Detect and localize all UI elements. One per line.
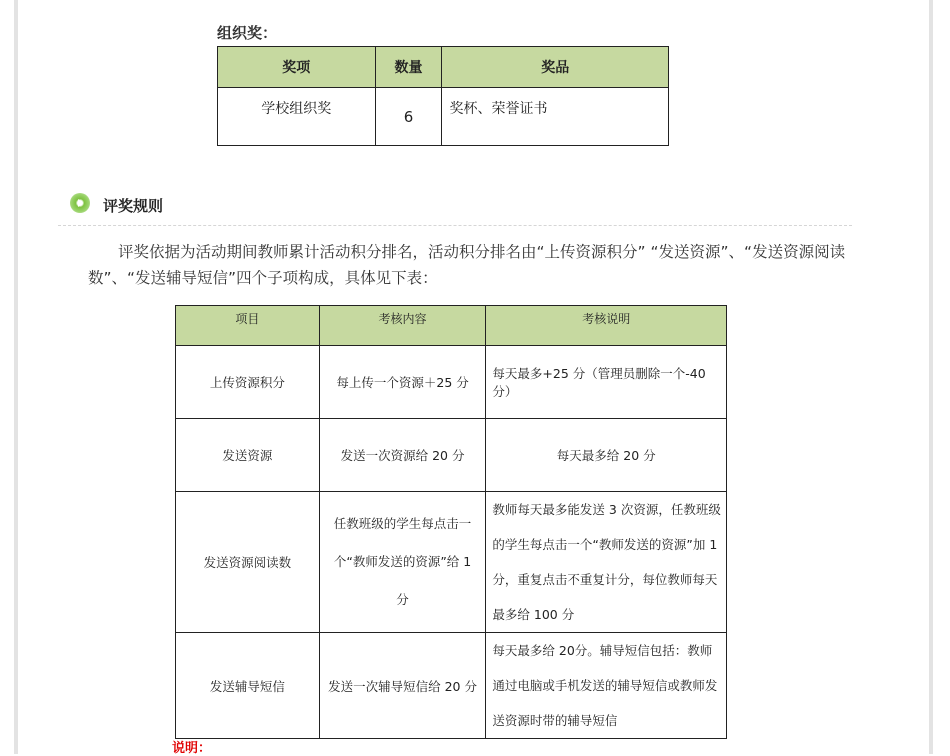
table-row [176, 346, 727, 419]
cell-content: 每上传一个资源＋25 分 [319, 346, 486, 419]
cell-description: 每天最多给 20 分 [486, 419, 727, 492]
section-divider [58, 225, 852, 226]
page-frame-right [929, 0, 933, 754]
header-item: 项目 [176, 306, 320, 346]
cell-description: 教师每天最多能发送 3 次资源，任教班级的学生每点击一个“教师发送的资源”加 1 分，重复点击不重复计分，每位教师每天最多给 100 分 [486, 492, 727, 633]
rules-paragraph [88, 239, 878, 291]
table-header-row [176, 306, 727, 346]
header-prize: 奖品 [442, 47, 669, 88]
cell-award-name: 学校组织奖 [218, 88, 376, 146]
cell-item: 发送资源 [176, 419, 320, 492]
header-award-item: 奖项 [218, 47, 376, 88]
table-row [176, 419, 727, 492]
cell-item: 发送资源阅读数 [176, 492, 320, 633]
rules-paragraph-text: 评奖依据为活动期间教师累计活动积分排名，活动积分排名由“上传资源积分” “发送资源”、“发送资源阅读数”、“发送辅导短信”四个子项构成，具体见下表： [88, 243, 846, 287]
page-frame-left [14, 0, 18, 754]
cell-award-prize: 奖杯、荣誉证书 [442, 88, 669, 146]
org-award-label: 组织奖： [217, 24, 278, 42]
section-bullet-icon [70, 193, 90, 213]
header-description: 考核说明 [486, 306, 727, 346]
cell-award-count: 6 [375, 88, 442, 146]
cell-content: 发送一次资源给 20 分 [319, 419, 486, 492]
note-label: 说明： [172, 741, 212, 756]
table-header-row [218, 47, 669, 88]
cell-description: 每天最多+25 分（管理员删除一个-40 分） [486, 346, 727, 419]
score-table [175, 305, 727, 739]
header-quantity: 数量 [375, 47, 442, 88]
cell-content: 发送一次辅导短信给 20 分 [319, 633, 486, 739]
cell-description: 每天最多给 20分。辅导短信包括：教师通过电脑或手机发送的辅导短信或教师发送资源时带的辅导短信 [486, 633, 727, 739]
header-content: 考核内容 [319, 306, 486, 346]
org-award-table [217, 46, 669, 146]
cell-item: 上传资源积分 [176, 346, 320, 419]
cell-item: 发送辅导短信 [176, 633, 320, 739]
section-title: 评奖规则 [103, 197, 164, 215]
table-row [218, 88, 669, 146]
table-row [176, 492, 727, 633]
table-row [176, 633, 727, 739]
cell-content: 任教班级的学生每点击一个“教师发送的资源”给 1 分 [319, 492, 486, 633]
